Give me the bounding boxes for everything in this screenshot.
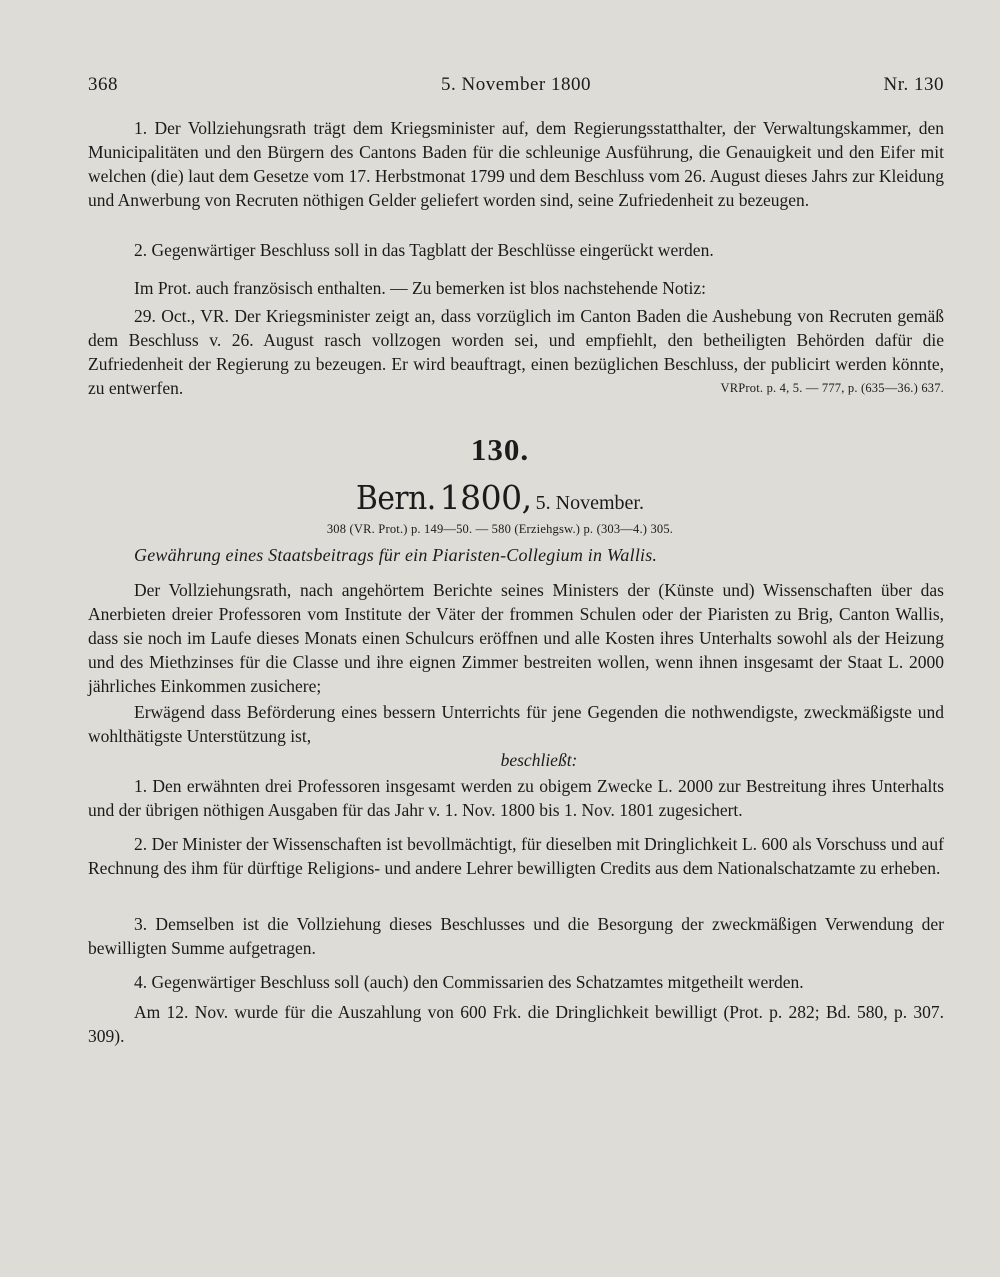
document-number: 130. [470,432,530,467]
running-header [88,74,944,102]
paragraph: Erwägend dass Beförderung eines bessern Unterrichts für jene Gegenden die nothwendigste, zweckmäßigste und wohlthätigste Unterstützung ist, [88,702,944,746]
closing-note [88,1000,944,1048]
previous-doc-para-1 [88,116,944,212]
paragraph: Im Prot. auch französisch enthalten. — Zu bemerken ist blos nachstehende Notiz: [134,278,706,298]
notice-text: 29. Oct., VR. Der Kriegsminister zeigt an, dass vorzüglich im Canton Baden die Aushebung von Recruten gemäß dem Beschluss v. 26. August rasch vollzogen worden sei, und empfiehlt, den betheiligten Behörden dafür die Zufriedenheit der Regierung zu bezeugen. Er wird beauftragt, einen bezüglichen Beschluss, der publicirt werden könnte, zu entwerfen. [88,306,944,398]
paragraph: 4. Gegenwärtiger Beschluss soll (auch) den Commissarien des Schatzamtes mitgetheilt werden. [134,972,804,992]
article-4 [88,970,944,994]
paragraph: 2. Gegenwärtiger Beschluss soll in das Tagblatt der Beschlüsse eingerückt werden. [134,240,714,260]
article-3 [88,912,944,960]
header-date: 5. November 1800 [441,74,591,95]
previous-doc-notice [88,304,944,400]
place-year: 1800, [439,478,532,517]
previous-doc-note [88,276,944,300]
paragraph: Am 12. Nov. wurde für die Auszahlung von 600 Frk. die Dringlichkeit bewilligt (Prot. p. 282; Bd. 580, p. 307. 309). [88,1002,944,1046]
paragraph: 2. Der Minister der Wissenschaften ist bevollmächtigt, für dieselben mit Dringlichkeit L. 600 als Vorschuss und auf Rechnung des ihm für dürftige Religions- und andere Lehrer bewilligten Credits aus dem Nationalschatzamte zu erheben. [88,834,944,878]
place-city: Bern. [356,478,436,517]
document-subject: Gewährung eines Staatsbeitrags für ein Piaristen-Collegium in Wallis. [134,545,658,565]
paragraph: 1. Den erwähnten drei Professoren insgesamt werden zu obigem Zwecke L. 2000 zur Bestreitung ihres Unterhalts und der übrigen nöthigen Ausgaben für das Jahr v. 1. Nov. 1800 bis 1. Nov. 1801 zugesichert. [88,776,944,820]
place-date-line [0,478,1000,517]
source-references: 308 (VR. Prot.) p. 149—50. — 580 (Erziehgsw.) p. (303—4.) 305. [326,522,674,536]
preamble [88,578,944,698]
paragraph [88,304,944,400]
consideration [88,700,944,748]
paragraph: 1. Der Vollziehungsrath trägt dem Kriegsminister auf, dem Regierungsstatthalter, der Verwaltungskammer, den Municipalitäten und den Bürgern des Cantons Baden für die schleunige Ausführung, die Genauigkeit und den Eifer mit welchen (die) laut dem Gesetze vom 17. Herbstmonat 1799 und dem Beschluss vom 26. August dieses Jahrs zur Kleidung und Anwerbung von Recruten nöthigen Gelder geliefert worden sind, seine Zufriedenheit zu bezeugen. [88,118,944,210]
article-2 [88,832,944,880]
protocol-reference: VRProt. p. 4, 5. — 777, p. (635—36.) 637. [720,381,944,395]
previous-doc-para-2 [88,238,944,262]
article-1 [88,774,944,822]
paragraph: 3. Demselben ist die Vollziehung dieses Beschlusses und die Besorgung der zweckmäßigen Verwendung der bewilligten Summe aufgetragen. [88,914,944,958]
place-date: 5. November. [535,492,644,514]
page-number: 368 [88,74,118,95]
header-doc-number: Nr. 130 [883,74,944,95]
paragraph: Der Vollziehungsrath, nach angehörtem Berichte seines Ministers der (Künste und) Wissenschaften über das Anerbieten dreier Professoren vom Institute der Väter der frommen Schulen oder der Piaristen zu Brig, Canton Wallis, dass sie noch im Laufe dieses Monats einen Schulcurs eröffnen und alle Kosten ihres Unterhalts sowohl als der Heizung und des Miethzinses für die Classe und ihre eignen Zimmer bestreiten wollen, wenn ihnen insgesamt der Staat L. 2000 jährliches Einkommen zusichere; [88,580,944,696]
resolves-line [88,748,944,772]
resolves-heading: beschließt: [500,750,578,770]
